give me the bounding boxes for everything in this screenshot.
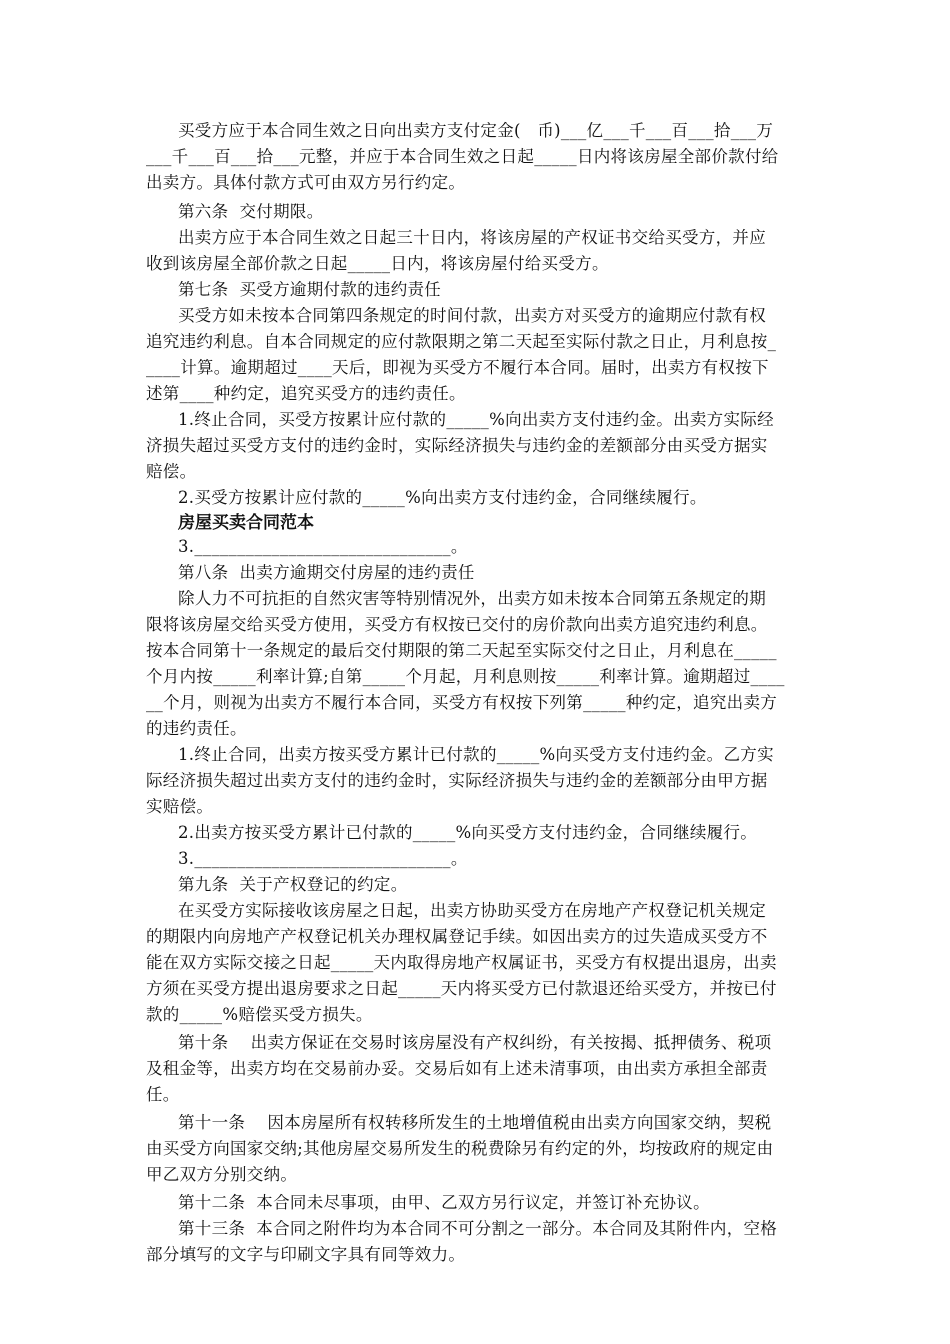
- text-line: 款的_____%赔偿买受方损失。: [146, 1005, 373, 1024]
- text-line: 追究违约利息。自本合同规定的应付款限期之第二天起至实际付款之日止，月利息按_: [146, 332, 777, 351]
- text-line: 实赔偿。: [146, 797, 214, 816]
- text-line: __个月，则视为出卖方不履行本合同，买受方有权按下列第_____种约定，追究出卖方: [146, 693, 778, 712]
- text-line: 1.终止合同，买受方按累计应付款的_____%向出卖方支付违约金。出卖方实际经: [178, 410, 774, 429]
- text-line: 3.______________________________。: [178, 849, 468, 868]
- text-line: 的期限内向房地产产权登记机关办理权属登记手续。如因出卖方的过失造成买受方不: [146, 927, 768, 946]
- text-line: 2.买受方按累计应付款的_____%向出卖方支付违约金，合同继续履行。: [178, 488, 707, 507]
- text-line: 的违约责任。: [146, 719, 247, 738]
- text-line: 收到该房屋全部价款之日起_____日内，将该房屋付给买受方。: [146, 254, 609, 273]
- text-line: 能在双方实际交接之日起_____天内取得房地产权属证书，买受方有权提出退房，出卖: [146, 953, 777, 972]
- article-text: 第十条 出卖方保证在交易时该房屋没有产权纠纷，有关按揭、抵押债务、税项: [178, 1033, 772, 1052]
- text-line: 赔偿。: [146, 462, 197, 481]
- text-line: ____计算。逾期超过____天后，即视为买受方不履行本合同。届时，出卖方有权按下: [146, 358, 769, 377]
- article-text: 第十一条 因本房屋所有权转移所发生的土地增值税由出卖方向国家交纳，契税: [178, 1113, 772, 1132]
- article-title: 第六条 交付期限。: [178, 202, 324, 221]
- article-title: 第八条 出卖方逾期交付房屋的违约责任: [178, 563, 475, 582]
- text-line: 在买受方实际接收该房屋之日起，出卖方协助买受方在房地产产权登记机关规定: [178, 901, 766, 920]
- text-line: 买受方如未按本合同第四条规定的时间付款，出卖方对买受方的逾期应付款有权: [178, 306, 766, 325]
- text-line: 出卖方应于本合同生效之日起三十日内，将该房屋的产权证书交给买受方，并应: [178, 228, 766, 247]
- text-line: 方须在买受方提出退房要求之日起_____天内将买受方已付款退还给买受方，并按已付: [146, 979, 777, 998]
- text-line: 除人力不可抗拒的自然灾害等特别情况外，出卖方如未按本合同第五条规定的期: [178, 589, 766, 608]
- text-line: 际经济损失超过出卖方支付的违约金时，实际经济损失与违约金的差额部分由甲方据: [146, 771, 768, 790]
- document-heading: 房屋买卖合同范本: [178, 513, 314, 533]
- text-line: 按本合同第十一条规定的最后交付期限的第二天起至实际交付之日止，月利息在_____: [146, 641, 777, 660]
- text-line: 任。: [146, 1085, 180, 1104]
- text-line: 1.终止合同，出卖方按买受方累计已付款的_____%向买受方支付违约金。乙方实: [178, 745, 774, 764]
- text-line: 述第____种约定，追究买受方的违约责任。: [146, 384, 466, 403]
- text-line: 甲乙双方分别交纳。: [146, 1165, 298, 1184]
- text-line: 由买受方向国家交纳;其他房屋交易所发生的税费除另有约定的外，均按政府的规定由: [146, 1139, 774, 1158]
- text-line: 部分填写的文字与印刷文字具有同等效力。: [146, 1245, 466, 1264]
- article-title: 第七条 买受方逾期付款的违约责任: [178, 280, 442, 299]
- text-line: 个月内按_____利率计算;自第_____个月起，月利息则按_____利率计算。逾期超过____: [146, 667, 785, 686]
- text-line: 3.______________________________。: [178, 537, 468, 556]
- text-line: ___千___百___拾___元整，并应于本合同生效之日起_____日内将该房屋全部价款付给: [146, 147, 779, 166]
- text-line: 买受方应于本合同生效之日向出卖方支付定金( 币)___亿___千___百___拾___万: [178, 121, 774, 140]
- text-line: 出卖方。具体付款方式可由双方另行约定。: [146, 173, 466, 192]
- text-line: 及租金等，出卖方均在交易前办妥。交易后如有上述未清事项，由出卖方承担全部责: [146, 1059, 768, 1078]
- article-text: 第十三条 本合同之附件均为本合同不可分割之一部分。本合同及其附件内，空格: [178, 1219, 778, 1238]
- text-line: 济损失超过买受方支付的违约金时，实际经济损失与违约金的差额部分由买受方据实: [146, 436, 768, 455]
- article-title: 第九条 关于产权登记的约定。: [178, 875, 408, 894]
- text-line: 2.出卖方按买受方累计已付款的_____%向买受方支付违约金，合同继续履行。: [178, 823, 758, 842]
- article-text: 第十二条 本合同未尽事项，由甲、乙双方另行议定，并签订补充协议。: [178, 1193, 710, 1212]
- text-line: 限将该房屋交给买受方使用，买受方有权按已交付的房价款向出卖方追究违约利息。: [146, 615, 768, 634]
